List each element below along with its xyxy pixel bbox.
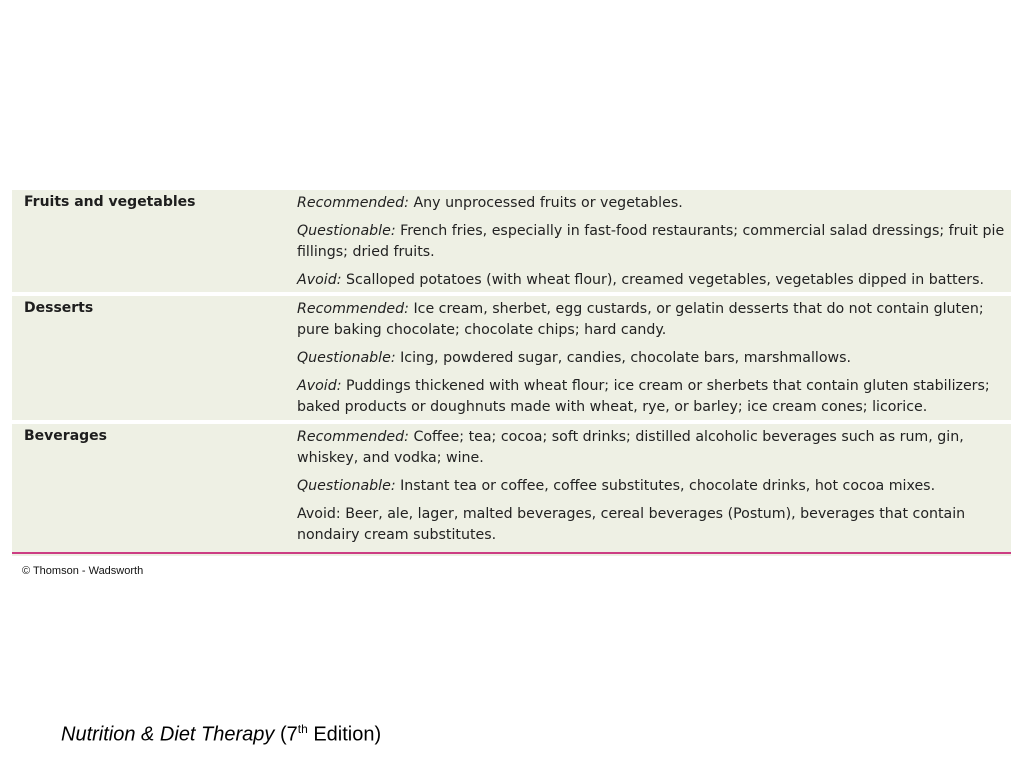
avoid-entry	[297, 376, 1007, 418]
avoid-entry	[297, 504, 1007, 546]
questionable-entry	[297, 221, 1007, 263]
edition-open: (7	[274, 723, 298, 746]
edition-superscript: th	[297, 722, 308, 736]
recommended-entry	[297, 193, 1007, 214]
questionable-entry	[297, 476, 1007, 497]
questionable-label: Questionable:	[297, 223, 396, 239]
table-bottom-rule	[12, 552, 1011, 554]
questionable-label: Questionable:	[297, 478, 396, 494]
questionable-label: Questionable:	[297, 350, 396, 366]
recommended-label: Recommended:	[297, 195, 409, 211]
avoid-label: Avoid:	[297, 378, 342, 394]
avoid-text: Scalloped potatoes (with wheat flour), creamed vegetables, vegetables dipped in batters.	[341, 272, 985, 288]
book-title: Nutrition & Diet Therapy	[61, 723, 275, 746]
footer-citation	[61, 722, 381, 747]
questionable-text: Icing, powdered sugar, candies, chocolate bars, marshmallows.	[395, 350, 852, 366]
avoid-text: Beer, ale, lager, malted beverages, cereal beverages (Postum), beverages that contain nondairy cream substitutes.	[297, 506, 966, 543]
questionable-text: Instant tea or coffee, coffee substitutes, chocolate drinks, hot cocoa mixes.	[395, 478, 936, 494]
copyright-notice: © Thomson - Wadsworth	[22, 565, 144, 577]
avoid-entry	[297, 270, 1007, 291]
recommended-text: Ice cream, sherbet, egg custards, or gelatin desserts that do not contain gluten; pure baking chocolate; chocolate chips; hard candy.	[297, 301, 984, 338]
questionable-entry	[297, 348, 1007, 369]
table-row	[12, 296, 1011, 420]
recommended-label: Recommended:	[297, 429, 409, 445]
entries	[297, 427, 1007, 553]
category-label: Beverages	[24, 428, 107, 444]
category-label: Desserts	[24, 300, 94, 316]
category-label: Fruits and vegetables	[24, 194, 196, 210]
recommended-text: Coffee; tea; cocoa; soft drinks; distilled alcoholic beverages such as rum, gin, whiskey, and vodka; wine.	[297, 429, 964, 466]
recommended-text: Any unprocessed fruits or vegetables.	[408, 195, 683, 211]
avoid-label: Avoid:	[297, 272, 342, 288]
recommended-label: Recommended:	[297, 301, 409, 317]
table-row	[12, 424, 1011, 556]
entries	[297, 193, 1007, 298]
diet-table	[12, 190, 1011, 556]
entries	[297, 299, 1007, 425]
avoid-text: Puddings thickened with wheat flour; ice cream or sherbets that contain gluten stabilizers; baked products or doughnuts made with wheat, rye, or barley; ice cream cones; licorice.	[297, 378, 990, 415]
questionable-text: French fries, especially in fast-food restaurants; commercial salad dressings; fruit pie fillings; dried fruits.	[297, 223, 1005, 260]
table-row	[12, 190, 1011, 292]
edition-close: Edition)	[307, 723, 382, 746]
avoid-label: Avoid:	[297, 506, 341, 522]
recommended-entry	[297, 299, 1007, 341]
recommended-entry	[297, 427, 1007, 469]
